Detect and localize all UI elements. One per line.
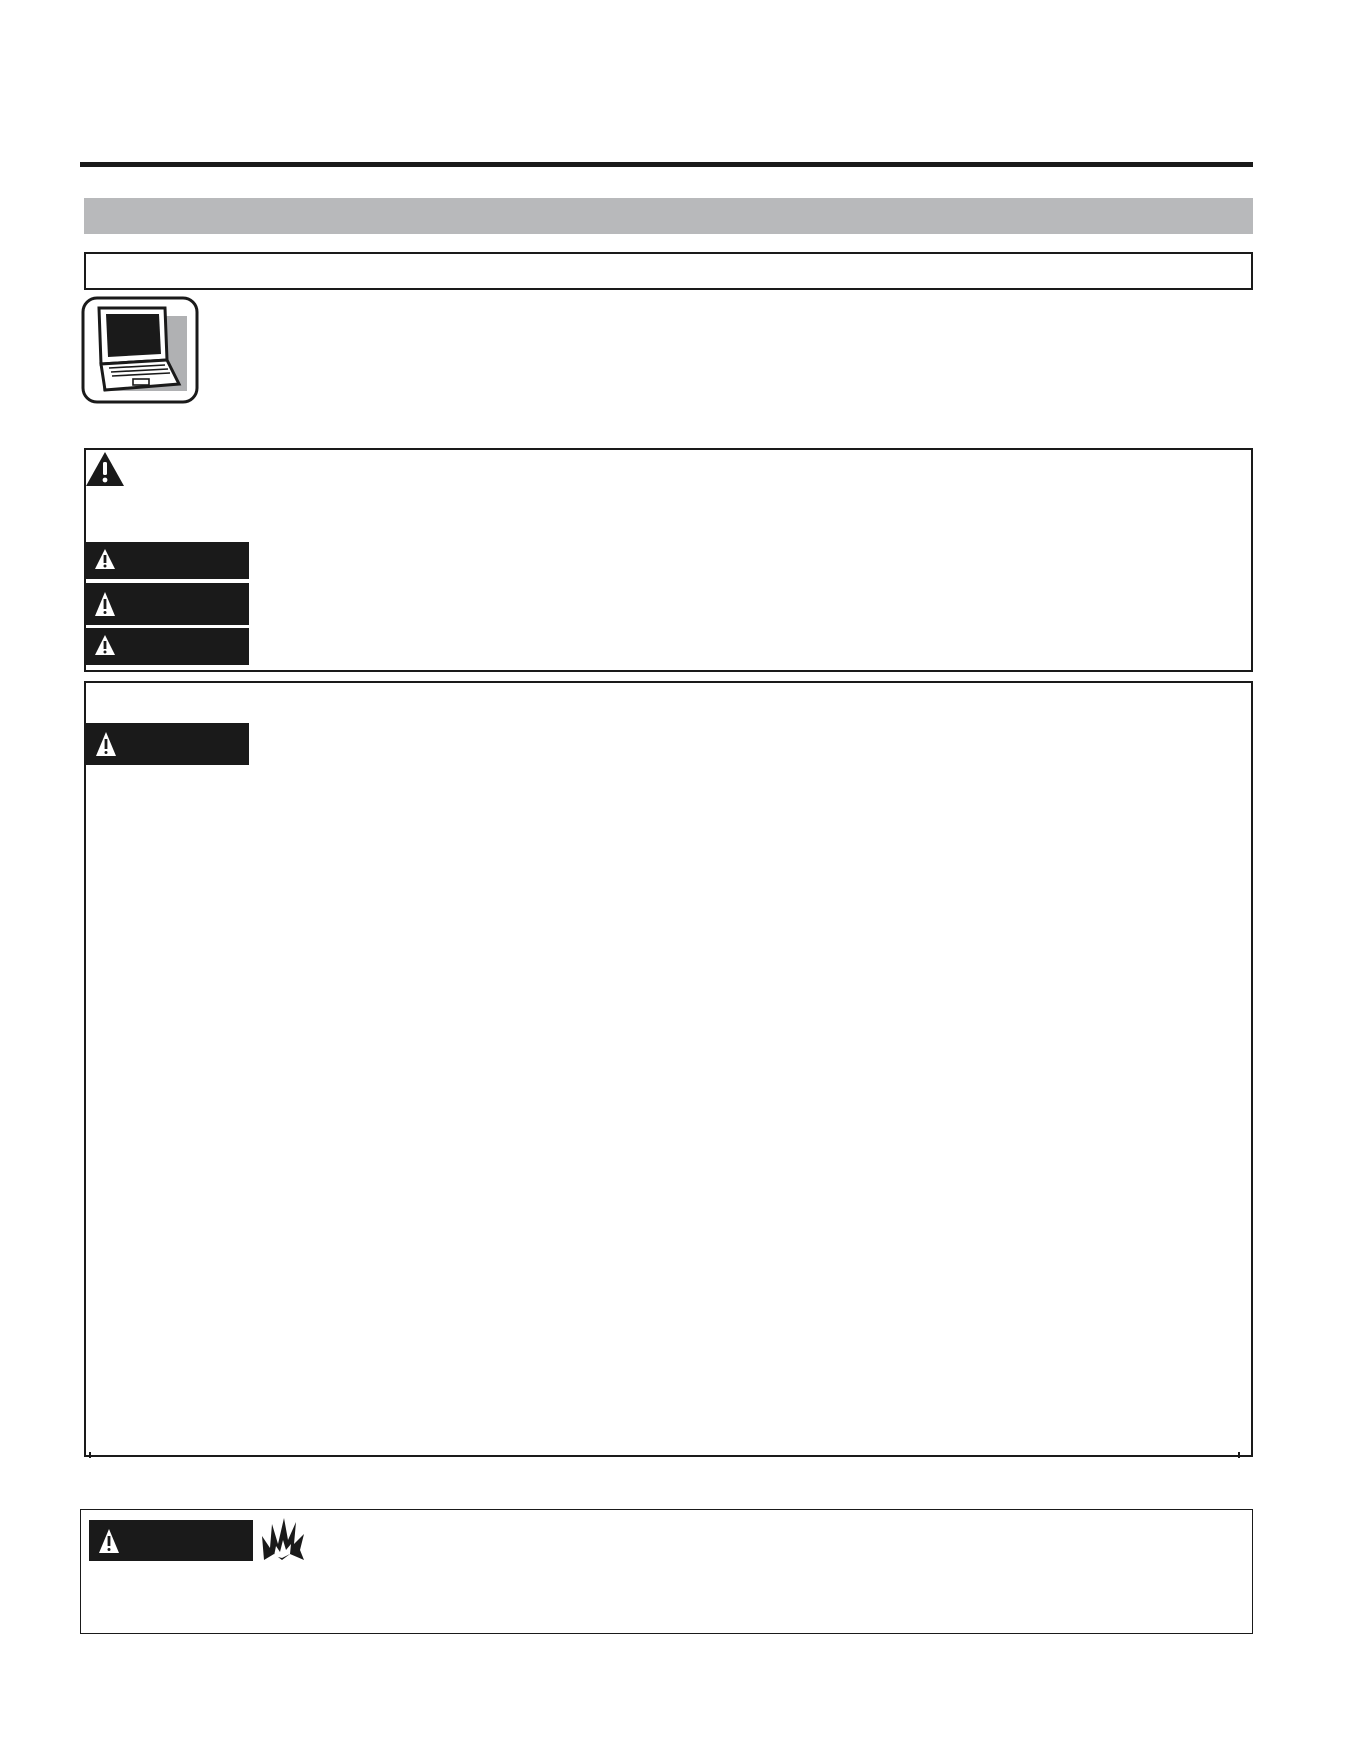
safety-alert-icon [84,450,126,488]
signal-word-bar-5 [89,1520,253,1561]
corner-tick [89,1452,91,1458]
warning-triangle-icon [94,730,118,758]
subtitle-bar [84,252,1253,290]
safety-instructions-box [84,681,1253,1457]
warning-triangle-icon [97,1527,121,1555]
signal-word-bar-3 [85,628,249,665]
explosion-hazard-box [80,1509,1253,1634]
signal-word-bar-2 [85,583,249,625]
corner-tick [1238,1452,1240,1458]
safety-alert-box [84,448,1253,672]
warning-triangle-icon [93,547,117,571]
warning-triangle-icon [93,633,117,657]
signal-word-bar-4 [86,723,249,765]
warning-triangle-icon [93,590,117,618]
laptop-computer-icon [81,296,199,404]
explosion-hazard-icon [260,1514,306,1562]
section-title-band [84,198,1253,234]
signal-word-bar-1 [85,542,249,579]
header-rule [80,162,1253,167]
